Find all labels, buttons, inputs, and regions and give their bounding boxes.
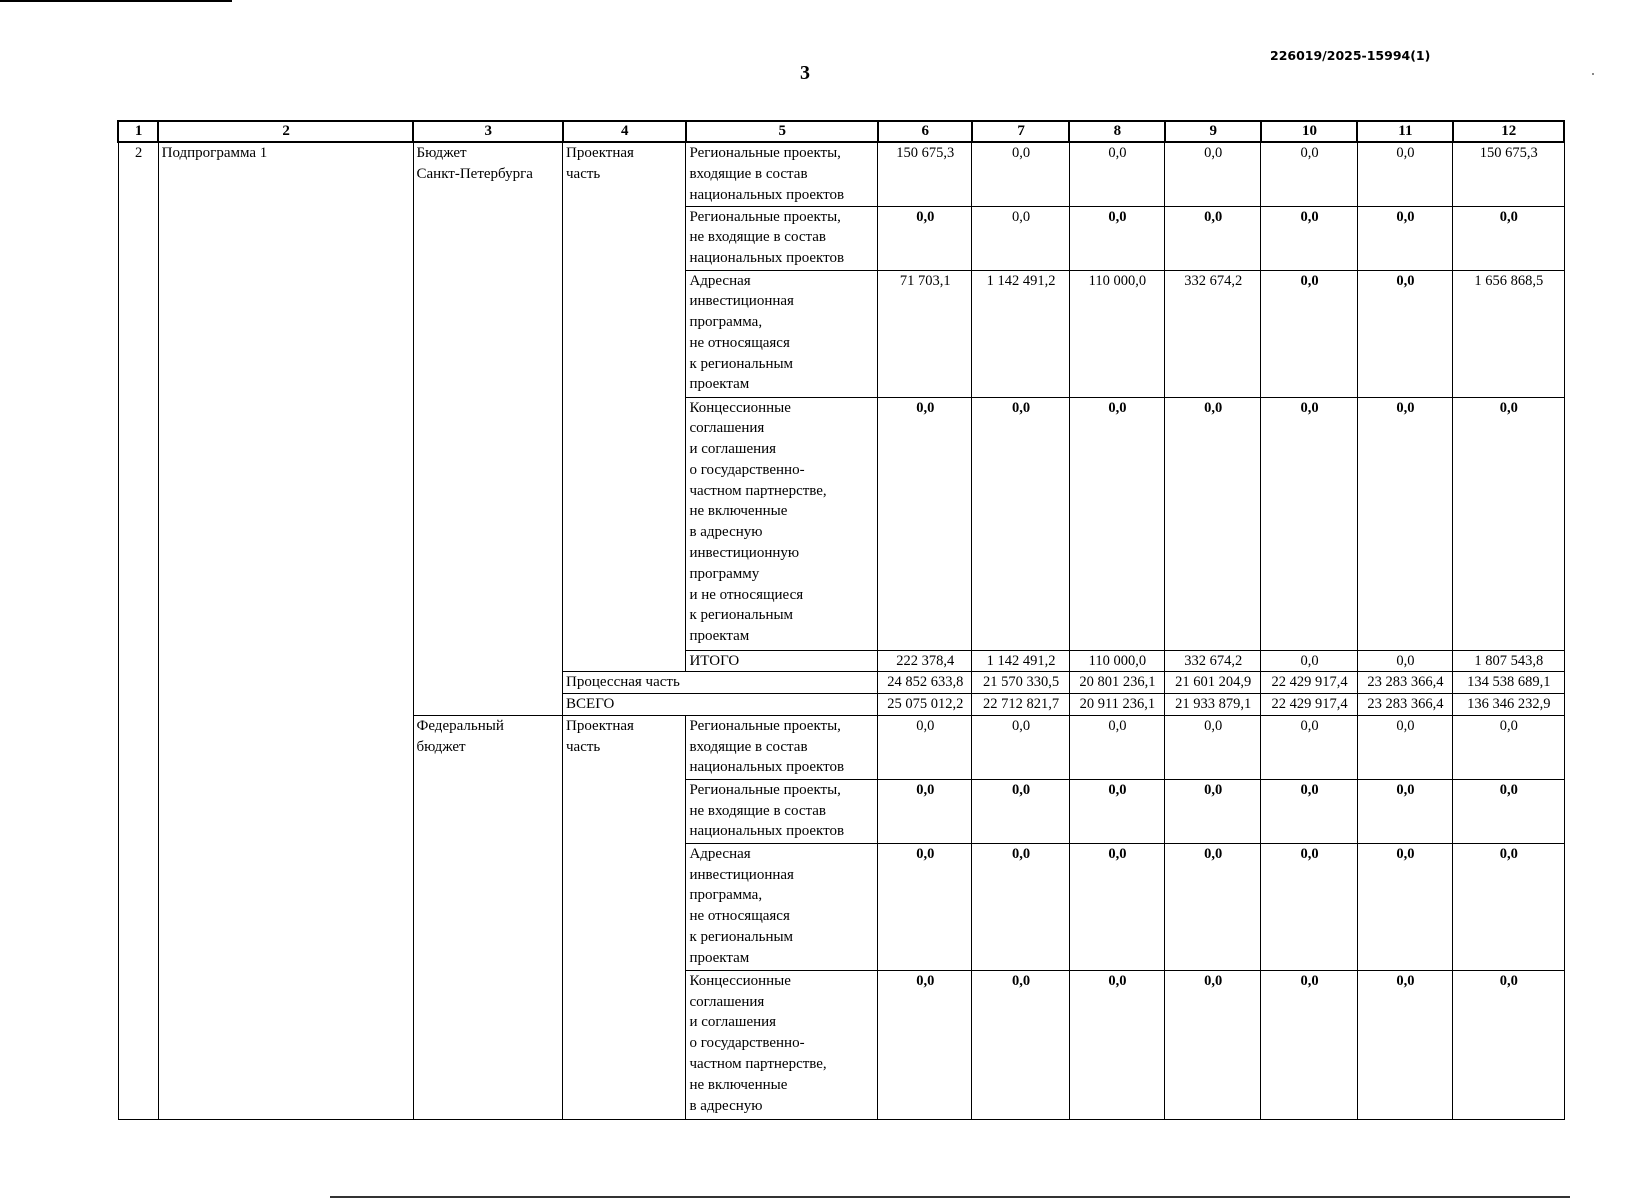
value-cell: 222 378,4 [878,650,972,672]
value-cell: 23 283 366,4 [1357,672,1452,694]
value-cell: 24 852 633,8 [878,672,972,694]
value-cell: 0,0 [1165,397,1261,650]
part-type-cell: Проектная часть [563,142,686,672]
value-cell: 110 000,0 [1069,270,1164,397]
header-cell: 7 [972,121,1069,142]
value-cell: 1 656 868,5 [1453,270,1564,397]
value-cell: 0,0 [1261,843,1357,970]
value-cell: 134 538 689,1 [1453,672,1564,694]
value-cell: 0,0 [1453,779,1564,843]
value-cell: 0,0 [1453,206,1564,270]
value-cell: 0,0 [1357,843,1452,970]
value-cell: 0,0 [1165,843,1261,970]
value-cell: 0,0 [1357,270,1452,397]
value-cell: 0,0 [1165,970,1261,1119]
row-label-cell: ВСЕГО [563,694,878,716]
value-cell: 0,0 [1165,206,1261,270]
row-label-cell: Адресная инвестиционная программа, не относящаяся к региональным проектам [686,843,878,970]
value-cell: 332 674,2 [1165,650,1261,672]
header-cell: 4 [563,121,686,142]
row-label-cell: Концессионные соглашения и соглашения о государственно- частном партнерстве, не включенные в адресную [686,970,878,1119]
header-row [118,121,1564,142]
row-number-cell: 2 [118,142,158,1119]
value-cell: 0,0 [1453,715,1564,779]
value-cell: 0,0 [972,843,1069,970]
header-cell: 8 [1069,121,1164,142]
value-cell: 0,0 [972,397,1069,650]
value-cell: 0,0 [972,779,1069,843]
table-row [118,142,1564,206]
value-cell: 0,0 [1069,970,1164,1119]
scan-speck [1592,73,1594,75]
row-label-cell: Процессная часть [563,672,878,694]
budget-source-cell: Федеральный бюджет [413,715,563,1119]
value-cell: 71 703,1 [878,270,972,397]
value-cell: 20 801 236,1 [1069,672,1164,694]
value-cell: 0,0 [1165,142,1261,206]
value-cell: 21 601 204,9 [1165,672,1261,694]
value-cell: 110 000,0 [1069,650,1164,672]
value-cell: 0,0 [972,142,1069,206]
value-cell: 0,0 [1357,970,1452,1119]
value-cell: 1 807 543,8 [1453,650,1564,672]
row-label-cell: Региональные проекты, не входящие в состав национальных проектов [686,779,878,843]
value-cell: 21 570 330,5 [972,672,1069,694]
header-cell: 5 [686,121,878,142]
bottom-edge-line [330,1196,1570,1198]
header-cell: 6 [878,121,972,142]
row-label-cell: Адресная инвестиционная программа, не относящаяся к региональным проектам [686,270,878,397]
value-cell: 0,0 [878,397,972,650]
header-cell: 10 [1261,121,1357,142]
value-cell: 150 675,3 [878,142,972,206]
value-cell: 0,0 [1069,843,1164,970]
value-cell: 150 675,3 [1453,142,1564,206]
value-cell: 0,0 [1261,970,1357,1119]
value-cell: 0,0 [878,206,972,270]
header-cell: 2 [158,121,413,142]
value-cell: 22 712 821,7 [972,694,1069,716]
value-cell: 0,0 [1453,970,1564,1119]
value-cell: 0,0 [1069,206,1164,270]
value-cell: 0,0 [1357,715,1452,779]
header-cell: 11 [1357,121,1452,142]
budget-table [117,120,1565,1120]
header-cell: 3 [413,121,563,142]
value-cell: 0,0 [1357,206,1452,270]
value-cell: 332 674,2 [1165,270,1261,397]
row-label-cell: Региональные проекты, не входящие в состав национальных проектов [686,206,878,270]
header-cell: 1 [118,121,158,142]
value-cell: 0,0 [1261,142,1357,206]
value-cell: 20 911 236,1 [1069,694,1164,716]
program-name-cell: Подпрограмма 1 [158,142,413,1119]
value-cell: 0,0 [1453,397,1564,650]
header-cell: 12 [1453,121,1564,142]
value-cell: 21 933 879,1 [1165,694,1261,716]
top-edge-line [0,0,232,2]
row-label-cell: Концессионные соглашения и соглашения о государственно- частном партнерстве, не включенные в адресную инвестиционную программу и не относящиеся к региональным проектам [686,397,878,650]
value-cell: 0,0 [1357,142,1452,206]
value-cell: 0,0 [1357,650,1452,672]
value-cell: 0,0 [1261,779,1357,843]
value-cell: 0,0 [972,970,1069,1119]
value-cell: 0,0 [1453,843,1564,970]
value-cell: 1 142 491,2 [972,270,1069,397]
page-number: 3 [800,62,810,84]
value-cell: 22 429 917,4 [1261,672,1357,694]
value-cell: 0,0 [1165,715,1261,779]
value-cell: 0,0 [1069,397,1164,650]
value-cell: 22 429 917,4 [1261,694,1357,716]
value-cell: 0,0 [1261,650,1357,672]
row-label-cell: ИТОГО [686,650,878,672]
value-cell: 1 142 491,2 [972,650,1069,672]
value-cell: 136 346 232,9 [1453,694,1564,716]
value-cell: 0,0 [1069,715,1164,779]
value-cell: 0,0 [1069,779,1164,843]
value-cell: 0,0 [878,779,972,843]
value-cell: 0,0 [1261,397,1357,650]
value-cell: 23 283 366,4 [1357,694,1452,716]
value-cell: 0,0 [1261,206,1357,270]
header-cell: 9 [1165,121,1261,142]
document-id: 226019/2025-15994(1) [1270,48,1431,63]
value-cell: 0,0 [1261,715,1357,779]
row-label-cell: Региональные проекты, входящие в состав национальных проектов [686,715,878,779]
value-cell: 0,0 [972,715,1069,779]
value-cell: 25 075 012,2 [878,694,972,716]
value-cell: 0,0 [878,970,972,1119]
value-cell: 0,0 [1069,142,1164,206]
value-cell: 0,0 [1261,270,1357,397]
value-cell: 0,0 [1357,397,1452,650]
budget-source-cell: Бюджет Санкт-Петербурга [413,142,563,715]
value-cell: 0,0 [878,843,972,970]
value-cell: 0,0 [1357,779,1452,843]
row-label-cell: Региональные проекты, входящие в состав национальных проектов [686,142,878,206]
part-type-cell: Проектная часть [563,715,686,1119]
value-cell: 0,0 [1165,779,1261,843]
value-cell: 0,0 [972,206,1069,270]
value-cell: 0,0 [878,715,972,779]
